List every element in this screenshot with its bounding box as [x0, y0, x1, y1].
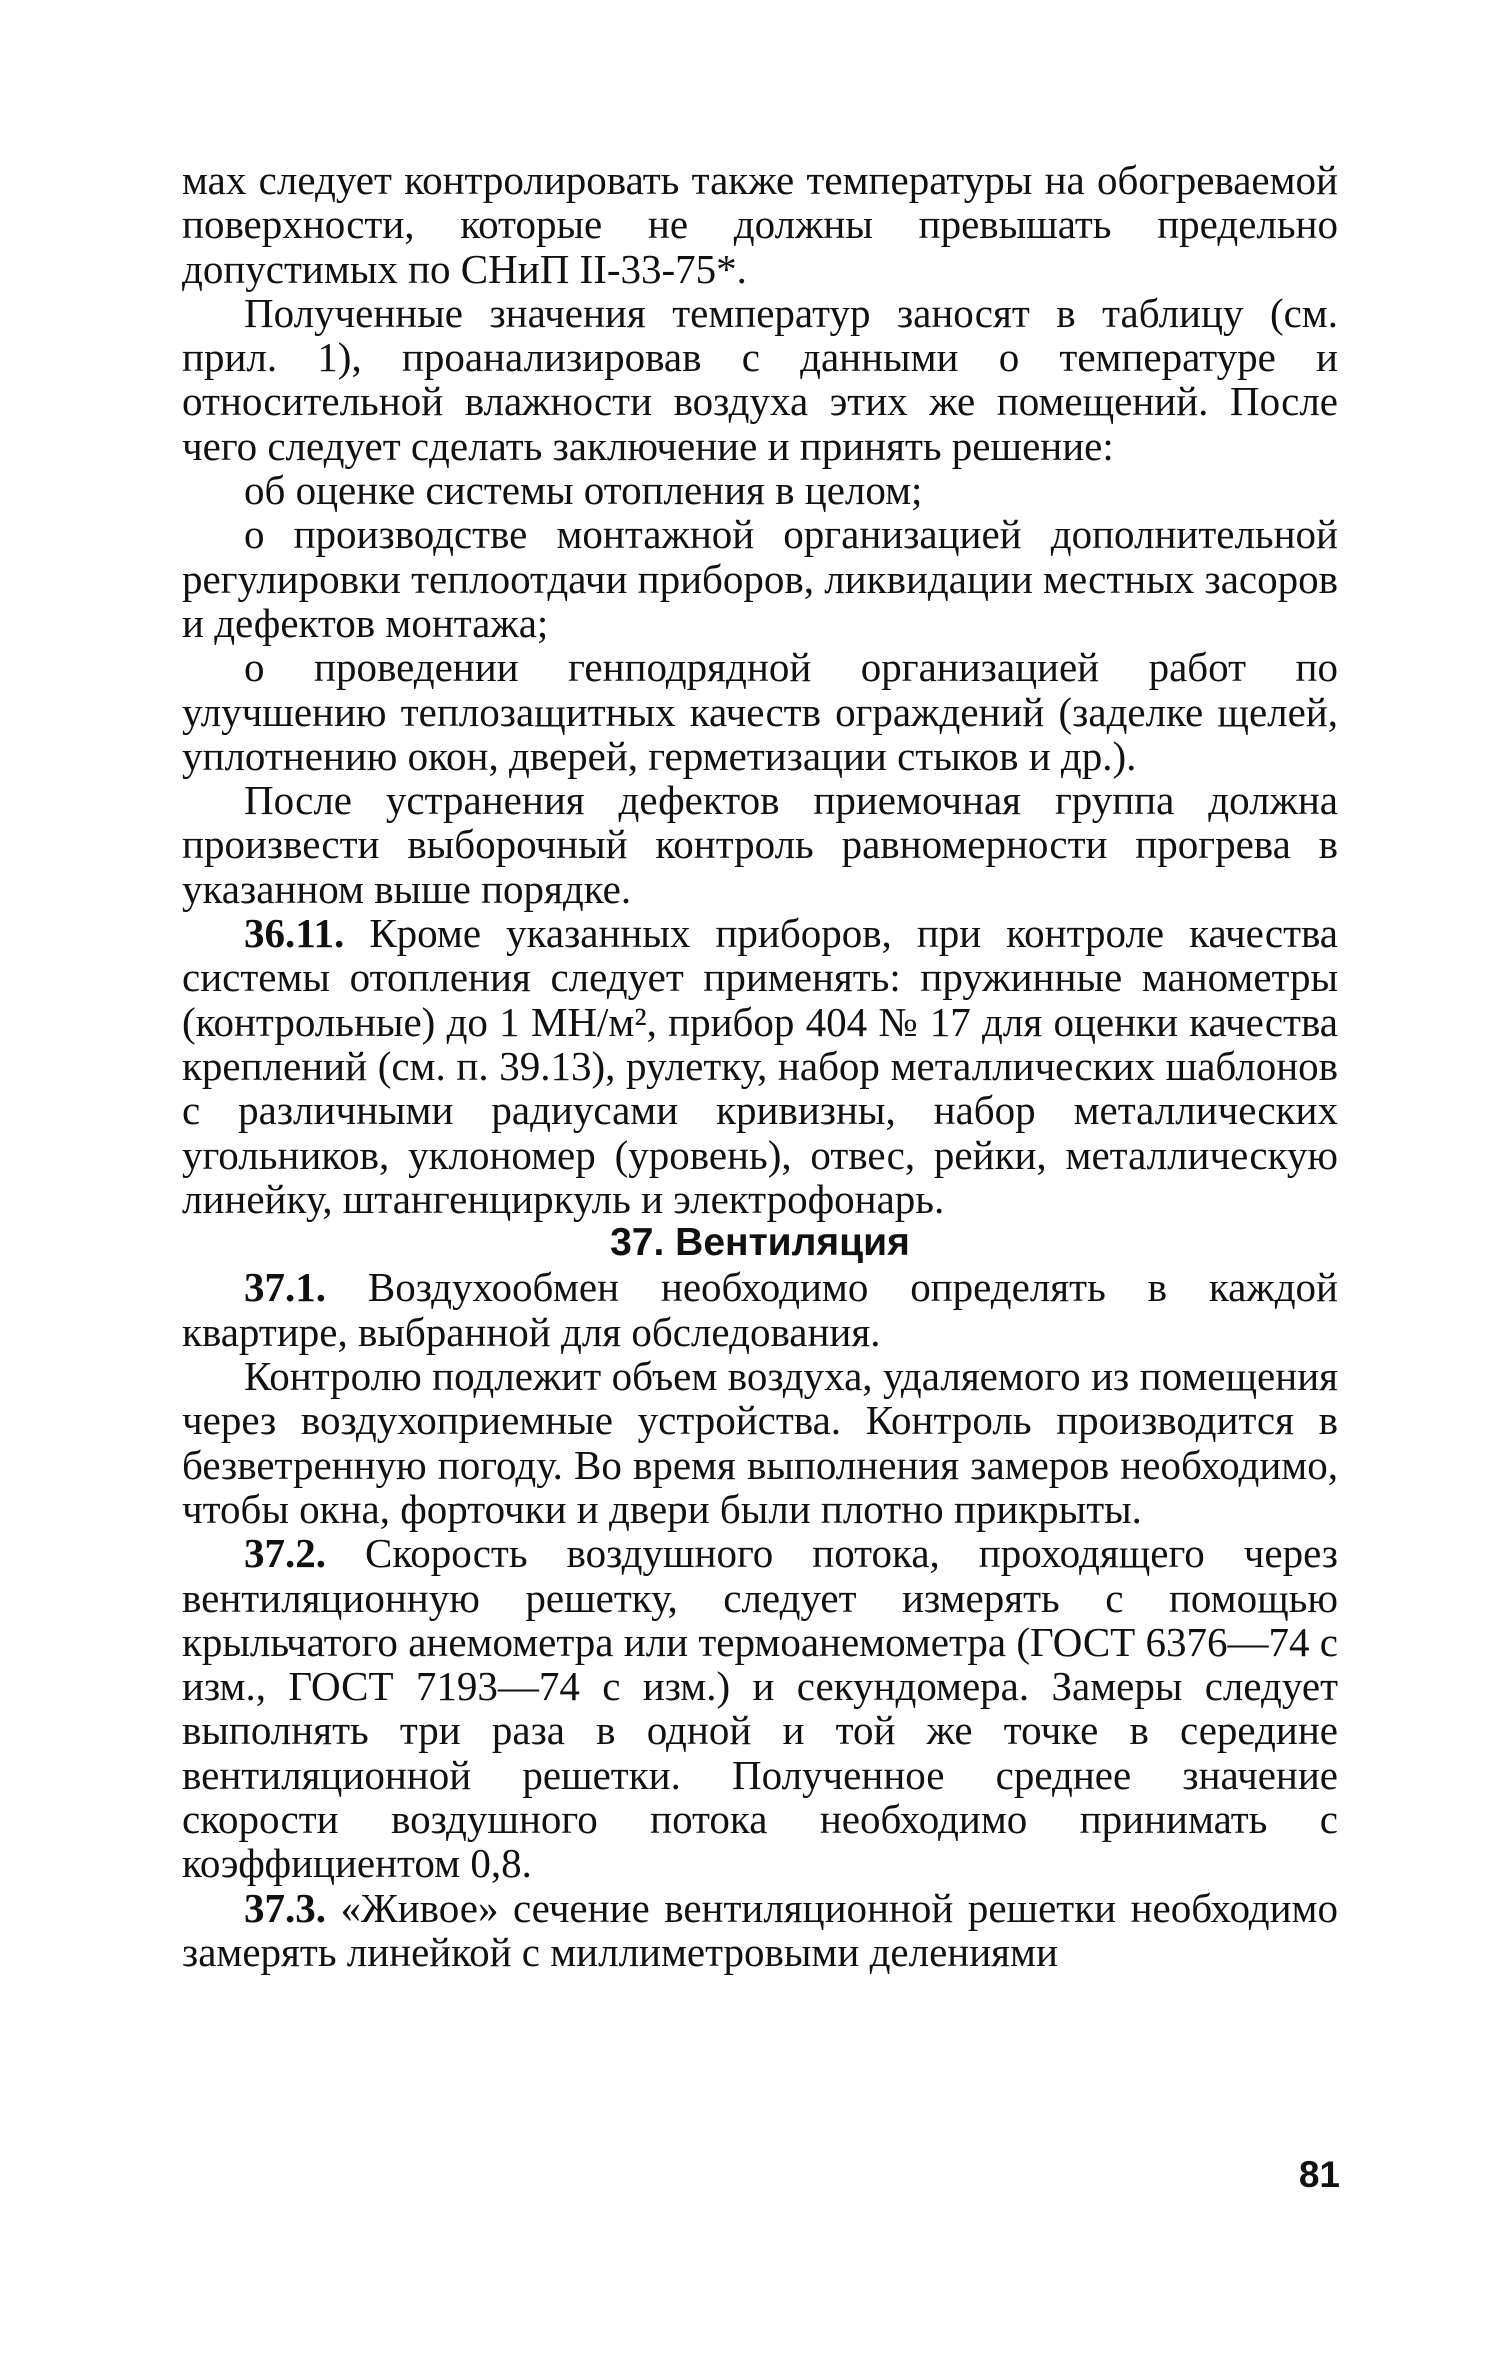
clause-37-3: 37.3. «Живое» сечение вентиляционной решетки необходимо замерять линейкой с миллиметровыми делениями	[182, 1884, 1339, 1975]
decision-item-insulation: о проведении генподрядной организацией работ по улучшению теплозащитных качеств ограждений (заделке щелей, уплотнению окон, дверей, герметизации стыков и др.).	[182, 644, 1338, 779]
decision-item-regulation: о производстве монтажной организацией дополнительной регулировки теплоотдачи приборов, ликвидации местных засоров и дефектов монтажа;	[182, 511, 1338, 646]
clause-number: 36.11.	[244, 910, 345, 957]
paragraph-air-volume-control: Контролю подлежит объем воздуха, удаляемого из помещения через воздухоприемные устройства. Контроль производится в безветренную погоду. Во время выполнения замеров необходимо, чтобы окна, форточки и двери были плотно прикрыты.	[182, 1353, 1338, 1532]
page-number: 81	[1298, 2154, 1340, 2195]
clause-37-2: 37.2. Скорость воздушного потока, проходящего через вентиляционную решетку, следует измерять с помощью крыльчатого анемометра или термоанемометра (ГОСТ 6376—74 с изм., ГОСТ 7193—74 с изм.) и секундомера. Замеры следует выполнять три раза в одной и той же точке в середине вентиляционной решетки. Полученное среднее значение скорости воздушного потока необходимо принимать с коэффициентом 0,8.	[182, 1530, 1338, 1887]
paragraph-selective-control: После устранения дефектов приемочная группа должна произвести выборочный контроль равномерности прогрева в указанном выше порядке.	[182, 777, 1338, 912]
clause-number: 37.2.	[244, 1530, 326, 1577]
body-text	[182, 158, 1338, 1974]
decision-item-assessment: об оценке системы отопления в целом;	[244, 467, 923, 514]
paragraph-temperature-table: Полученные значения температур заносят в таблицу (см. прил. 1), проанализировав с данными о температуре и относительной влажности воздуха этих же помещений. После чего следует сделать заключение и принять решение:	[182, 289, 1338, 469]
section-heading-ventilation: 37. Вентиляция	[610, 1221, 910, 1265]
clause-36-11: 36.11. Кроме указанных приборов, при контроле качества системы отопления следует применять: пружинные манометры (контрольные) до 1 МН/м², прибор 404 № 17 для оценки качества креплений (см. п. 39.13), рулетку, набор металлических шаблонов с различными радиусами кривизны, набор металлических угольников, уклономер (уровень), отвес, рейки, металлическую линейку, штангенциркуль и электрофонарь.	[182, 910, 1339, 1222]
clause-number: 37.3.	[244, 1884, 326, 1931]
clause-37-1: 37.1. Воздухообмен необходимо определять в каждой квартире, выбранной для обследования.	[182, 1264, 1339, 1355]
clause-number: 37.1.	[244, 1264, 326, 1311]
paragraph-continuation: мах следует контролировать также температуры на обогреваемой поверхности, которые не должны превышать предельно допустимых по СНиП II-33-75*.	[182, 157, 1338, 292]
